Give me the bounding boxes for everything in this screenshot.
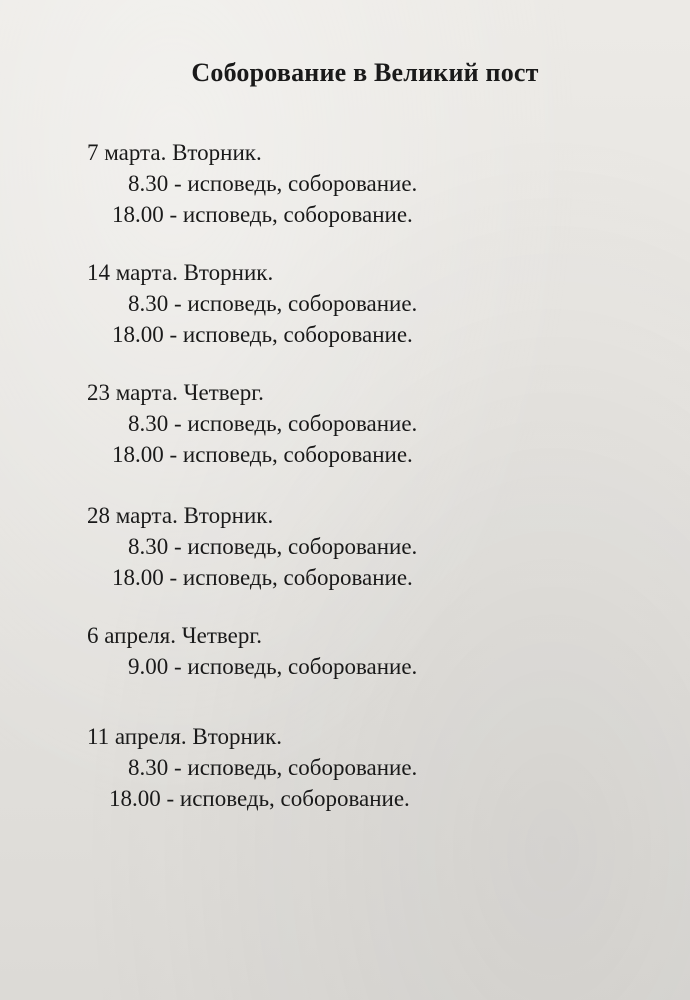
entry-time: 18.00 - исповедь, соборование. (112, 322, 413, 347)
entry-date: 11 апреля. Вторник. (87, 724, 283, 749)
schedule-entry (0, 378, 690, 478)
entry-time: 8.30 - исповедь, соборование. (128, 291, 418, 316)
entry-time: 18.00 - исповедь, соборование. (112, 442, 413, 467)
page-title: Соборование в Великий пост (191, 58, 539, 87)
entry-date: 7 марта. Вторник. (87, 140, 262, 165)
entry-time: 8.30 - исповедь, соборование. (128, 411, 418, 436)
entry-date: 28 марта. Вторник. (87, 503, 274, 528)
schedule-entry (0, 258, 690, 358)
entry-time: 18.00 - исповедь, соборование. (112, 565, 413, 590)
entry-time: 18.00 - исповедь, соборование. (112, 202, 413, 227)
entry-date: 6 апреля. Четверг. (87, 623, 262, 648)
schedule-entry (0, 138, 690, 238)
schedule-entry (0, 621, 690, 721)
schedule-entry (0, 722, 690, 822)
entry-time: 9.00 - исповедь, соборование. (128, 654, 418, 679)
entry-time: 18.00 - исповедь, соборование. (109, 786, 410, 811)
entry-time: 8.30 - исповедь, соборование. (128, 755, 418, 780)
entry-time: 8.30 - исповедь, соборование. (128, 171, 418, 196)
entry-date: 14 марта. Вторник. (87, 260, 274, 285)
entry-date: 23 марта. Четверг. (87, 380, 264, 405)
schedule-entry (0, 501, 690, 601)
entry-time: 8.30 - исповедь, соборование. (128, 534, 418, 559)
